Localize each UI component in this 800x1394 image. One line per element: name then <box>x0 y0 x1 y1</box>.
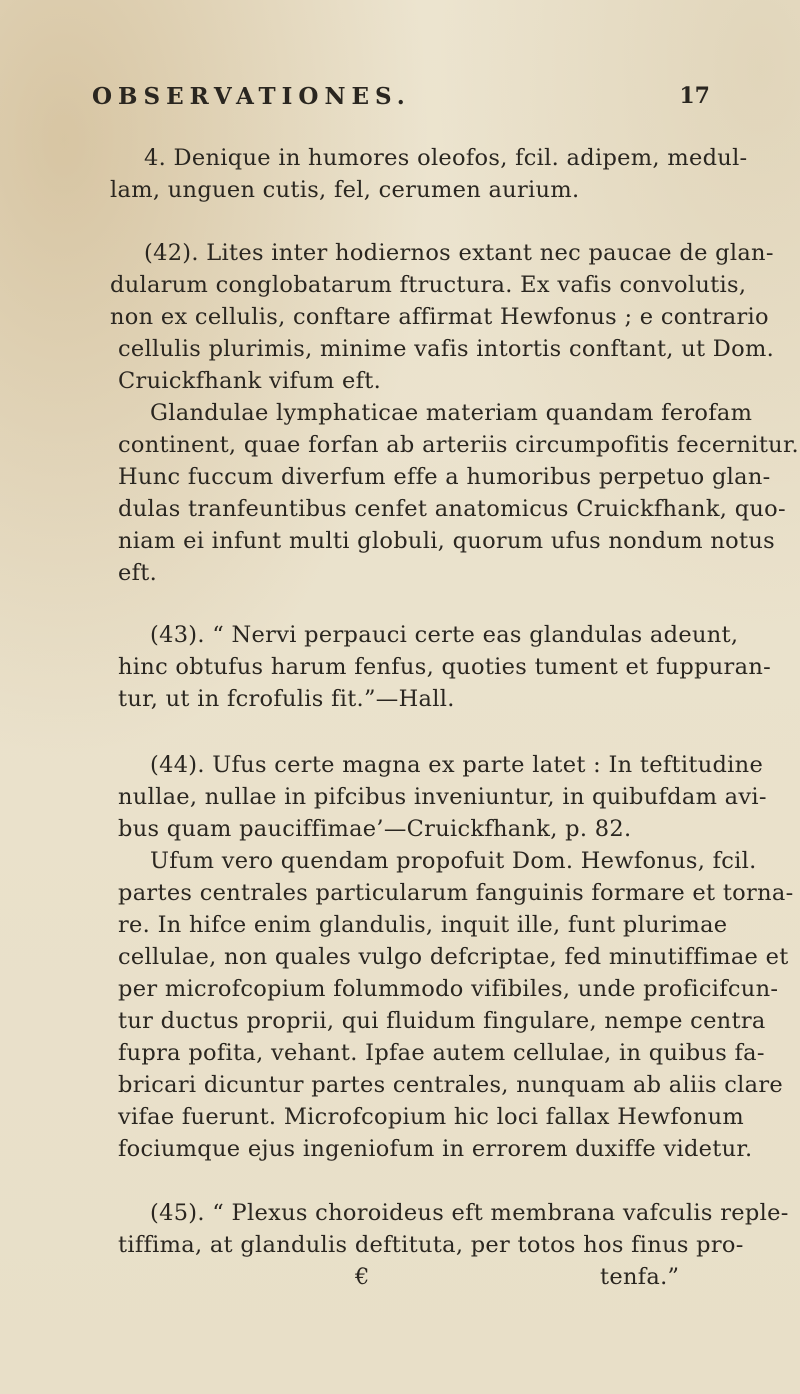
text-line: Glandulae lymphaticae materiam quandam ferofam <box>150 400 753 426</box>
page-number: 17 <box>679 83 710 109</box>
text-line: Cruickfhank vifum eft. <box>118 368 382 394</box>
text-line: cellulis plurimis, minime vafis intortis conftant, ut Dom. <box>118 336 775 362</box>
text-line: tur, ut in fcrofulis fit.”—Hall. <box>118 686 455 712</box>
text-line: fociumque ejus ingeniofum in errorem duxiffe videtur. <box>118 1136 753 1162</box>
text-line: (42). Lites inter hodiernos extant nec paucae de glan- <box>144 240 774 266</box>
text-line: bus quam pauciffimae’—Cruickfhank, p. 82. <box>118 816 632 842</box>
text-line: non ex cellulis, conftare affirmat Hewfonus ; e contrario <box>110 304 769 330</box>
text-line: lam, unguen cutis, fel, cerumen aurium. <box>110 177 580 203</box>
text-line: nullae, nullae in pifcibus inveniuntur, in quibufdam avi- <box>118 784 767 810</box>
text-line: Hunc fuccum diverfum effe a humoribus perpetuo glan- <box>118 464 771 490</box>
text-line: dulas tranfeuntibus cenfet anatomicus Cruickfhank, quo- <box>118 496 786 522</box>
signature-mark: € <box>355 1264 370 1290</box>
text-line: (44). Ufus certe magna ex parte latet : In teftitudine <box>150 752 764 778</box>
text-line: eft. <box>118 560 158 586</box>
text-line: tur ductus proprii, qui fluidum fingulare, nempe centra <box>118 1008 766 1034</box>
text-line: tiffima, at glandulis deftituta, per totos hos finus pro- <box>118 1232 744 1258</box>
text-line: partes centrales particularum fanguinis formare et torna- <box>118 880 794 906</box>
text-line: vifae fuerunt. Microfcopium hic loci fallax Hewfonum <box>118 1104 745 1130</box>
text-line: re. In hifce enim glandulis, inquit ille, funt plurimae <box>118 912 728 938</box>
text-line: (45). “ Plexus choroideus eft membrana vafculis reple- <box>150 1200 789 1226</box>
text-line: fupra pofita, vehant. Ipfae autem cellulae, in quibus fa- <box>118 1040 765 1066</box>
text-line: continent, quae forfan ab arteriis circumpofitis fecernitur. <box>118 432 800 458</box>
catchword: tenfa.” <box>600 1264 680 1290</box>
text-line: dularum conglobatarum ftructura. Ex vafis convolutis, <box>110 272 747 298</box>
text-line: per microfcopium folummodo vifibiles, unde proficifcun- <box>118 976 779 1002</box>
text-line: (43). “ Nervi perpauci certe eas glandulas adeunt, <box>150 622 739 648</box>
page-header <box>92 83 710 117</box>
text-line: hinc obtufus harum fenfus, quoties tument et fuppuran- <box>118 654 772 680</box>
text-line: Ufum vero quendam propofuit Dom. Hewfonus, fcil. <box>150 848 757 874</box>
text-line: bricari dicuntur partes centrales, nunquam ab aliis clare <box>118 1072 784 1098</box>
text-line: cellulae, non quales vulgo defcriptae, fed minutiffimae et <box>118 944 789 970</box>
running-head: OBSERVATIONES. <box>92 83 411 110</box>
text-line: 4. Denique in humores oleofos, fcil. adipem, medul- <box>144 145 748 171</box>
text-line: niam ei infunt multi globuli, quorum ufus nondum notus <box>118 528 775 554</box>
